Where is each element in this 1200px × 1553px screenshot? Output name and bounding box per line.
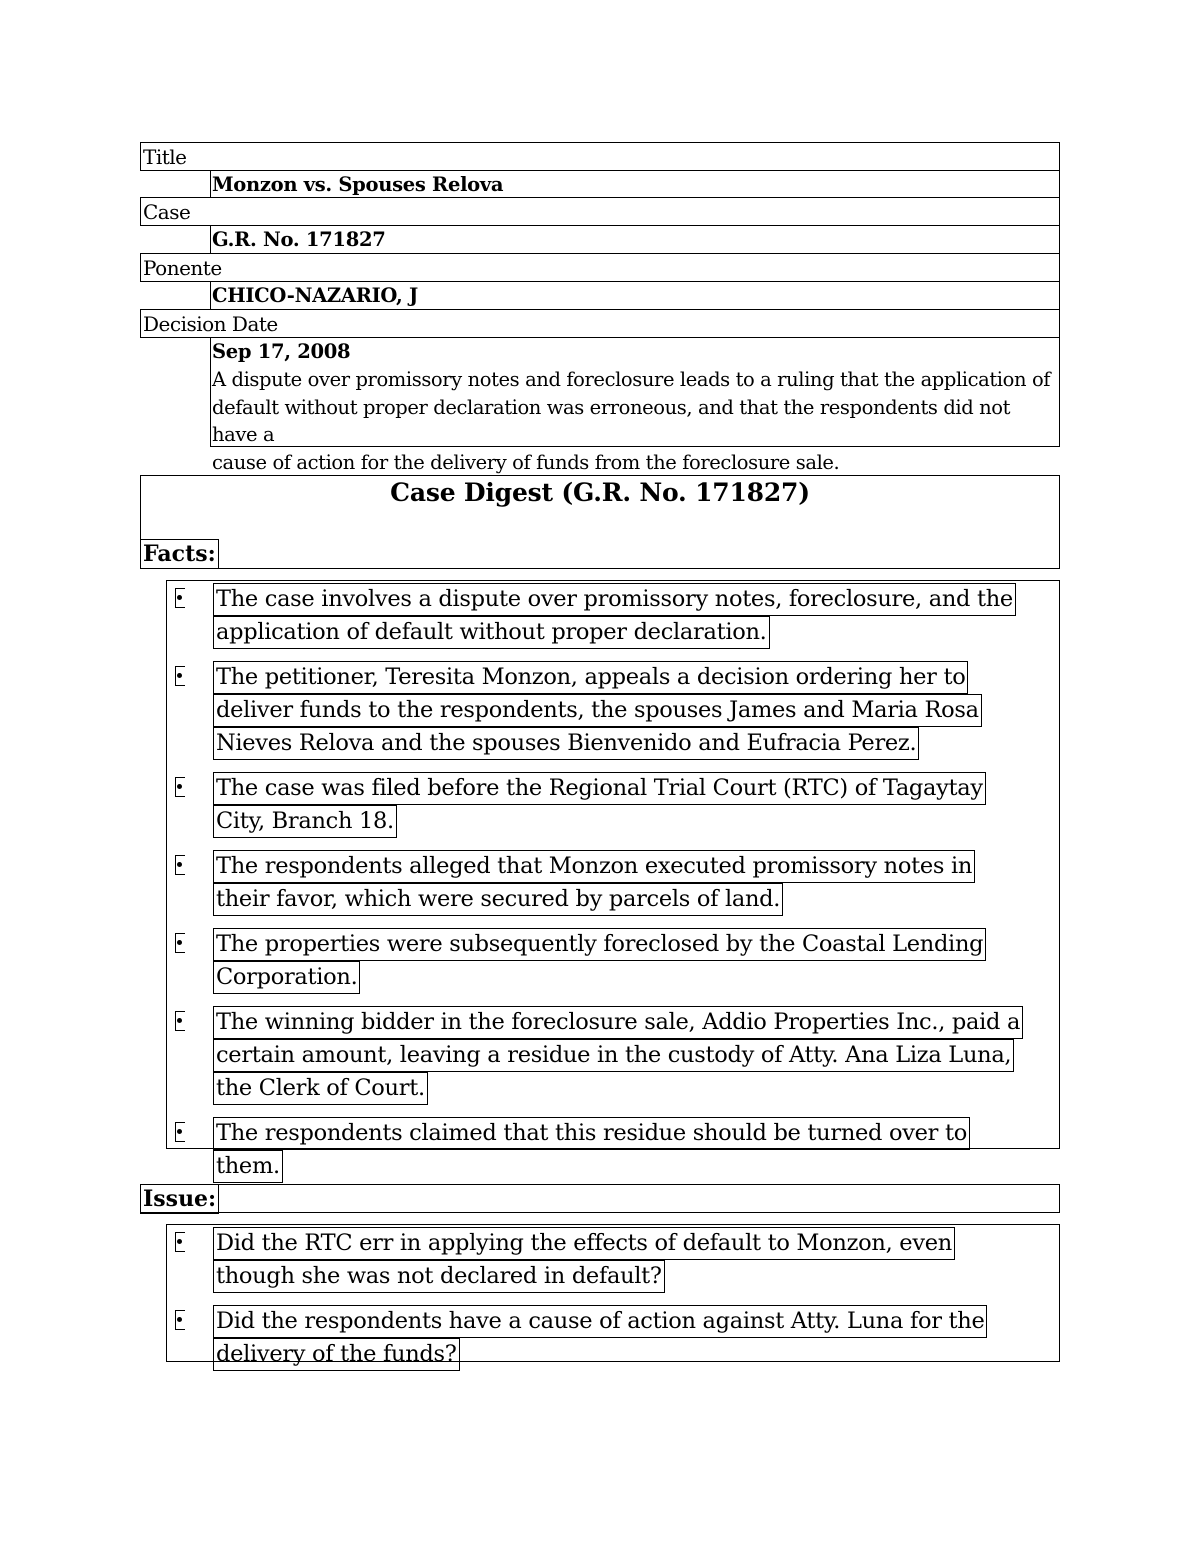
- list-item: [167, 928, 1059, 994]
- title-label: Title: [143, 145, 187, 169]
- list-item-text: [213, 1227, 955, 1293]
- issues-list-box: [166, 1224, 1060, 1367]
- ponente-label: Ponente: [143, 256, 222, 280]
- case-number: G.R. No. 171827: [212, 228, 386, 251]
- list-item-line: The petitioner, Teresita Monzon, appeals a decision ordering her to: [213, 661, 968, 694]
- list-item-line: certain amount, leaving a residue in the custody of Atty. Ana Liza Luna,: [213, 1039, 1014, 1072]
- list-item-line: delivery of the funds?: [213, 1338, 460, 1371]
- issues-list: [167, 1227, 1059, 1371]
- summary-line: default without proper declaration was erroneous, and that the respondents did not have a: [212, 395, 1011, 446]
- list-item-text: [213, 1117, 970, 1183]
- list-item: [167, 1006, 1059, 1105]
- list-item-text: [213, 1305, 987, 1371]
- list-item-text: [213, 661, 982, 760]
- list-item: [167, 772, 1059, 838]
- list-item-text: [213, 850, 975, 916]
- list-item: [167, 850, 1059, 916]
- facts-list-box: [166, 580, 1060, 1179]
- decision-date: Sep 17, 2008: [212, 340, 351, 363]
- list-item-text: [213, 1006, 1023, 1105]
- list-item-line: the Clerk of Court.: [213, 1072, 428, 1105]
- list-item-text: [213, 772, 986, 838]
- list-item-line: The respondents claimed that this residue should be turned over to: [213, 1117, 970, 1150]
- list-item-line: The properties were subsequently foreclosed by the Coastal Lending: [213, 928, 986, 961]
- title-value-row: [210, 170, 1060, 198]
- facts-label-wrap: [140, 539, 219, 569]
- list-item: [167, 1305, 1059, 1371]
- case-summary: [212, 366, 1059, 476]
- case-label-row: [140, 197, 1060, 226]
- issue-label: Issue:: [140, 1184, 219, 1214]
- facts-label: Facts:: [140, 539, 219, 569]
- list-item-line: Did the respondents have a cause of action against Atty. Luna for the: [213, 1305, 987, 1338]
- digest-heading: Case Digest (G.R. No. 171827): [390, 478, 810, 507]
- list-item-line: The case involves a dispute over promissory notes, foreclosure, and the: [213, 583, 1016, 616]
- issue-label-row: [140, 1184, 1060, 1213]
- title-label-row: [140, 142, 1060, 171]
- list-item-line: Did the RTC err in applying the effects of default to Monzon, even: [213, 1227, 955, 1260]
- list-item-line: Corporation.: [213, 961, 360, 994]
- list-item: [167, 583, 1059, 649]
- list-item-line: them.: [213, 1150, 283, 1183]
- list-item-line: their favor, which were secured by parcels of land.: [213, 883, 783, 916]
- ponente-name: CHICO-NAZARIO, J: [212, 284, 418, 307]
- case-label: Case: [143, 200, 191, 224]
- decision-value-block: [210, 337, 1060, 474]
- digest-heading-box: [140, 475, 1060, 569]
- list-item: [167, 1227, 1059, 1293]
- list-item-line: deliver funds to the respondents, the spouses James and Maria Rosa: [213, 694, 982, 727]
- summary-line: A dispute over promissory notes and foreclosure leads to a ruling that the application of: [212, 368, 1051, 391]
- list-item-line: application of default without proper declaration.: [213, 616, 770, 649]
- list-item-text: [213, 583, 1016, 649]
- list-item-line: City, Branch 18.: [213, 805, 397, 838]
- list-item-line: The case was filed before the Regional Trial Court (RTC) of Tagaytay: [213, 772, 986, 805]
- list-item: [167, 661, 1059, 760]
- ponente-label-row: [140, 253, 1060, 282]
- facts-list: [167, 583, 1059, 1183]
- decision-label-row: [140, 309, 1060, 338]
- list-item: [167, 1117, 1059, 1183]
- issue-label-wrap: [140, 1184, 219, 1214]
- decision-date-label: Decision Date: [143, 312, 278, 336]
- list-item-line: The winning bidder in the foreclosure sale, Addio Properties Inc., paid a: [213, 1006, 1023, 1039]
- list-item-line: Nieves Relova and the spouses Bienvenido and Eufracia Perez.: [213, 727, 919, 760]
- list-item-text: [213, 928, 986, 994]
- ponente-value-row: [210, 281, 1060, 310]
- case-title: Monzon vs. Spouses Relova: [212, 173, 504, 196]
- list-item-line: The respondents alleged that Monzon executed promissory notes in: [213, 850, 975, 883]
- case-value-row: [210, 225, 1060, 254]
- summary-line: cause of action for the delivery of funds from the foreclosure sale.: [212, 450, 840, 474]
- list-item-line: though she was not declared in default?: [213, 1260, 665, 1293]
